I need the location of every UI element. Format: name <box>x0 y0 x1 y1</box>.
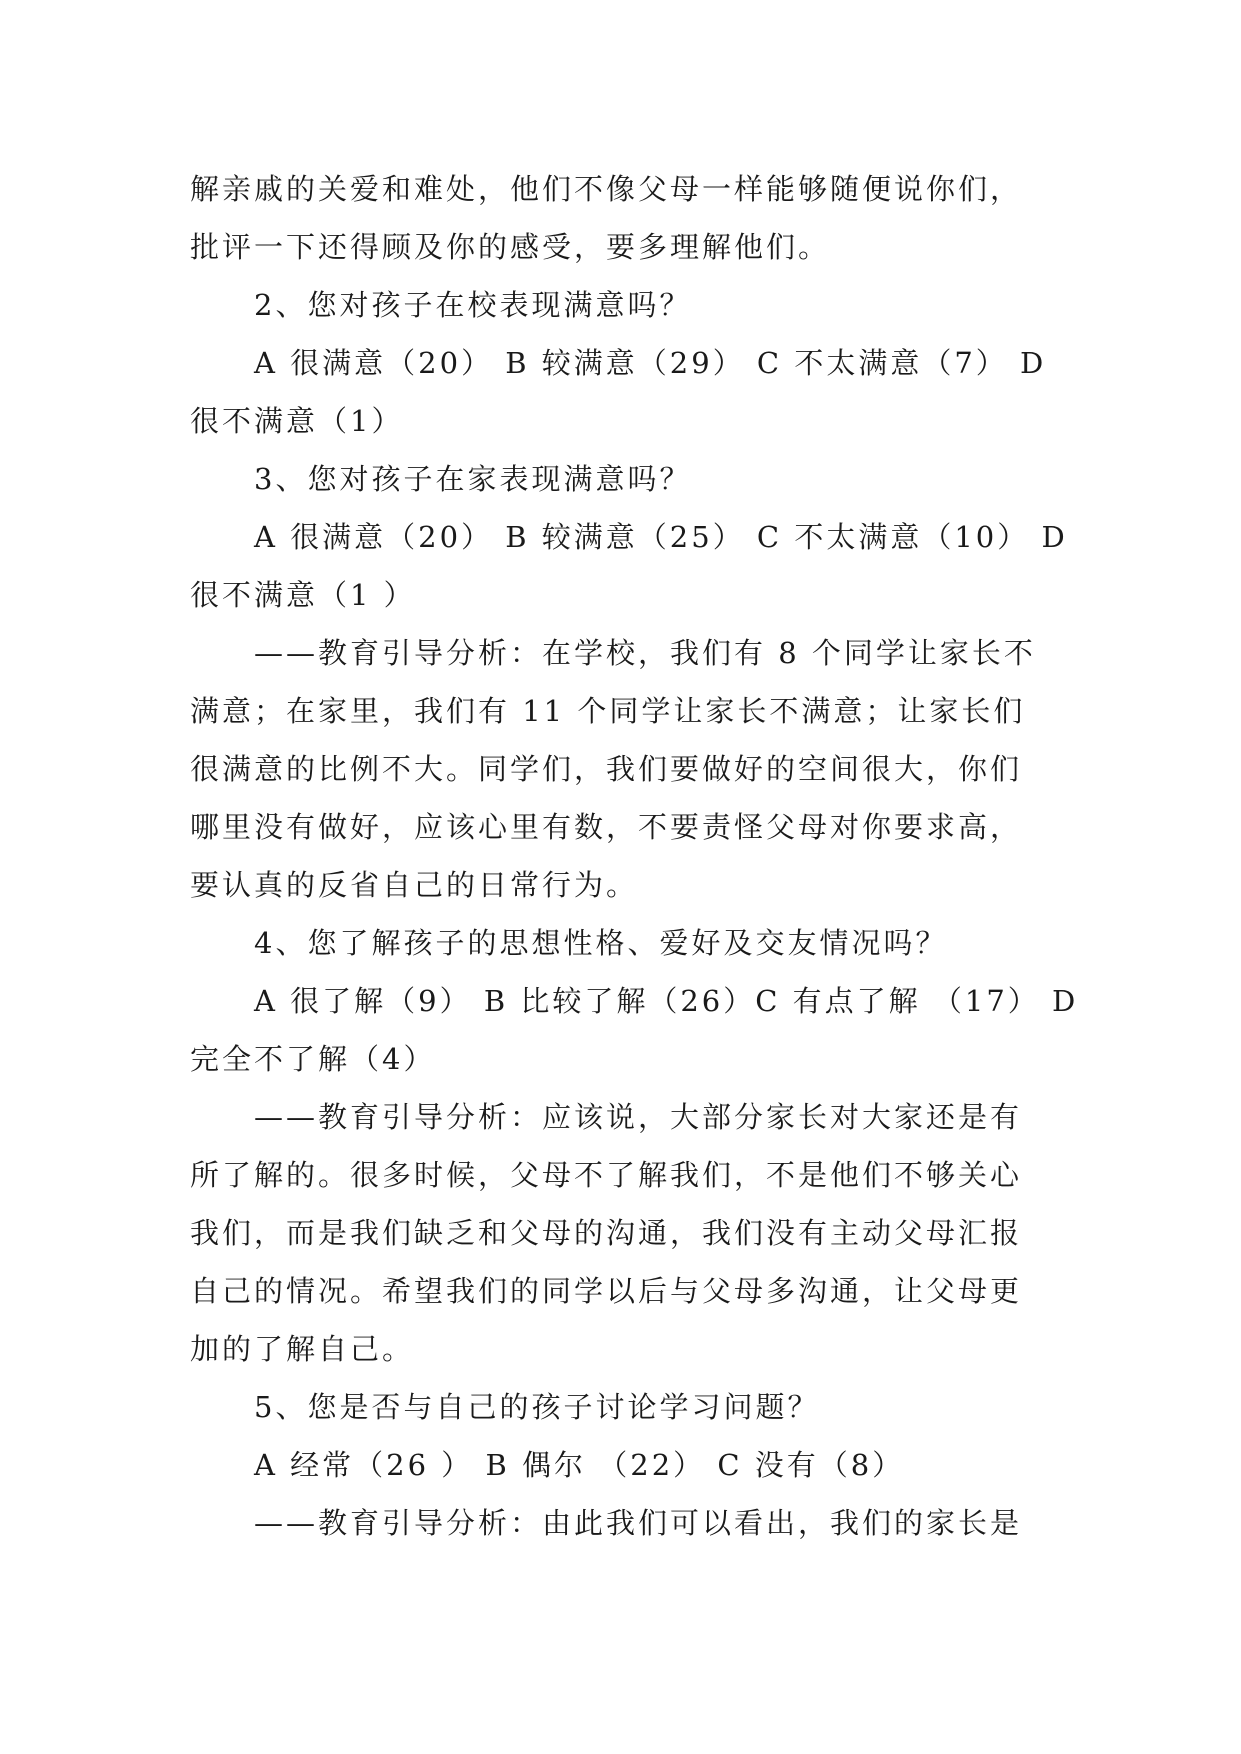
question-2-options-cont: 很不满意（1） <box>190 404 404 438</box>
analysis-2-line-5: 加的了解自己。 <box>190 1332 415 1366</box>
analysis-2-line-4: 自己的情况。希望我们的同学以后与父母多沟通，让父母更 <box>190 1274 1023 1308</box>
analysis-1-line-4: 哪里没有做好，应该心里有数，不要责怪父母对你要求高， <box>190 810 1023 844</box>
question-2: 2、您对孩子在校表现满意吗？ <box>254 288 692 322</box>
question-3-options: A 很满意（20） B 较满意（25） C 不太满意（10） D <box>254 520 1068 554</box>
analysis-2-line-3: 我们，而是我们缺乏和父母的沟通，我们没有主动父母汇报 <box>190 1216 1023 1250</box>
question-2-options: A 很满意（20） B 较满意（29） C 不太满意（7） D <box>254 346 1047 380</box>
question-5-options: A 经常（26 ） B 偶尔 （22） C 没有（8） <box>254 1448 905 1482</box>
text-line-1: 解亲戚的关爱和难处，他们不像父母一样能够随便说你们， <box>190 172 1023 206</box>
analysis-3-line-1: ——教育引导分析：由此我们可以看出，我们的家长是 <box>254 1506 1023 1540</box>
question-5: 5、您是否与自己的孩子讨论学习问题？ <box>254 1390 820 1424</box>
document-page <box>190 160 1079 1552</box>
analysis-1-line-1: ——教育引导分析：在学校，我们有 8 个同学让家长不 <box>254 636 1036 670</box>
analysis-1-line-2: 满意；在家里，我们有 11 个同学让家长不满意；让家长们 <box>190 694 1026 728</box>
text-line-2: 批评一下还得顾及你的感受，要多理解他们。 <box>190 230 831 264</box>
question-4-options: A 很了解（9） B 比较了解（26）C 有点了解 （17） D <box>254 984 1079 1018</box>
analysis-1-line-3: 很满意的比例不大。同学们，我们要做好的空间很大，你们 <box>190 752 1023 786</box>
question-3: 3、您对孩子在家表现满意吗？ <box>254 462 692 496</box>
analysis-2-line-2: 所了解的。很多时候，父母不了解我们，不是他们不够关心 <box>190 1158 1023 1192</box>
analysis-1-line-5: 要认真的反省自己的日常行为。 <box>190 868 639 902</box>
analysis-2-line-1: ——教育引导分析：应该说，大部分家长对大家还是有 <box>254 1100 1023 1134</box>
question-4: 4、您了解孩子的思想性格、爱好及交友情况吗？ <box>254 926 948 960</box>
question-4-options-cont: 完全不了解（4） <box>190 1042 436 1076</box>
question-3-options-cont: 很不满意（1 ） <box>190 578 416 612</box>
